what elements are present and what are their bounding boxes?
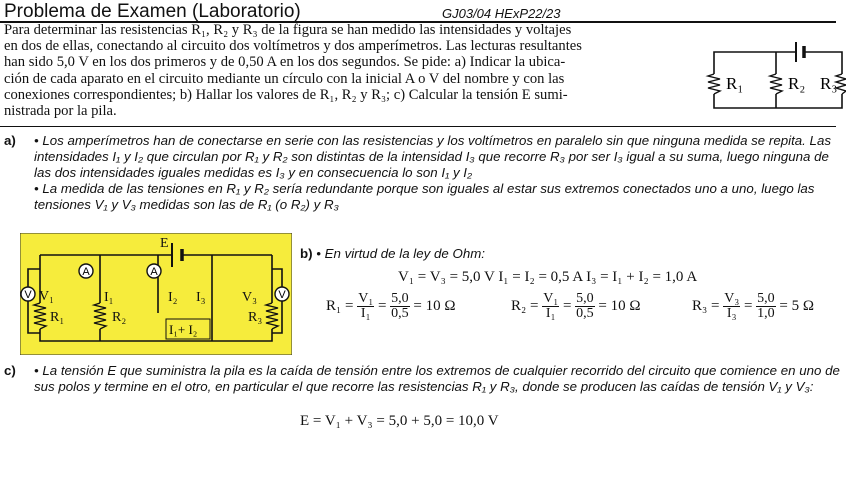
section-rule [0, 126, 836, 127]
r1-num: V₁ [358, 291, 374, 306]
r3-num: V₃ [724, 291, 740, 306]
answer-b-intro-text: • En virtud de la ley de Ohm: [316, 246, 485, 261]
r2-label: R₂ [788, 74, 806, 93]
ammeter-a2-label: A [150, 266, 158, 278]
r1-label: R₁ [726, 74, 744, 93]
ammeter-a1-label: A [82, 266, 90, 278]
page-title: Problema de Examen (Laboratorio) [4, 1, 301, 22]
r1-eq-lhs: R₁ = [326, 297, 354, 314]
r3-label: R₃ [820, 74, 838, 93]
r1-result: = 10 Ω [413, 297, 456, 314]
battery-e-label: E [160, 236, 169, 251]
r2-result: = 10 Ω [598, 297, 641, 314]
r3-fraction-symbolic [723, 292, 740, 321]
answer-b-intro [300, 246, 485, 262]
r1-den-value: 0,5 [391, 306, 409, 321]
r3-label: R₃ [248, 310, 263, 325]
answer-c-text: • La tensión E que suministra la pila es la caída de tensión entre los extremos de cualquier recorrido del circuito que comience en uno de sus polos y termine en el otro, en particular el que recorre las resistencias R₁ y R₃, donde se producen las caídas de tensión V₁ y V₃: [34, 363, 840, 394]
statement-line: nistrada por la pila. [4, 103, 117, 120]
r1-fraction-symbolic [357, 292, 374, 321]
header [4, 1, 840, 21]
answer-c-equation: E = V₁ + V₃ = 5,0 + 5,0 = 10,0 V [300, 413, 499, 429]
r2-fraction-numeric [575, 292, 595, 321]
problem-statement [4, 22, 696, 119]
statement-line: Para determinar las resistencias R₁, R₂ y R₃ de la figura se han medido las intensidades y voltajes [4, 22, 572, 38]
statement-line: han sido 5,0 V en los dos primeros y de 0,50 A en los dos segundos. Se pide: a) Indicar la ubica- [4, 54, 566, 71]
r3-fraction-numeric [756, 292, 776, 321]
r2-den-value: 0,5 [576, 306, 594, 321]
i2-label: I₂ [168, 290, 178, 305]
answer-a-bullet-1: • Los amperímetros han de conectarse en serie con las resistencias y los voltímetros en paralelo sin que ninguna medida se repita. Las intensidades I₁ y I₂ que circulan por R₁ y R₂ son distintas de la intensidad I₃ que recorre R₃ por ser I₃ igual a su suma, luego ninguna de las dos intensidades iguales medidas es I₃ y en consecuencia lo son I₁ y I₂ [34, 133, 831, 180]
r2-eq-lhs: R₂ = [511, 297, 539, 314]
r2-den: I₁ [545, 306, 556, 321]
answer-a [4, 133, 840, 213]
r1-fraction-numeric [390, 292, 410, 321]
resistor-r3-zigzag [836, 74, 846, 94]
v1-label: V₁ [39, 289, 54, 304]
r2-num-value: 5,0 [576, 291, 594, 306]
r1-equation: R₁ = $\frac{\text{V₁}}{\text{I₁}}$ = $\frac{5,0}{0,5}$ = 10 Ω [326, 291, 456, 321]
r2-label: R₂ [112, 310, 127, 325]
r1-num-value: 5,0 [391, 291, 409, 306]
current-sum-label: I₁+ I₂ [169, 322, 198, 337]
voltmeter-v1-label: V [24, 289, 32, 301]
r2-num: V₁ [543, 291, 559, 306]
voltmeter-v3-label: V [278, 289, 286, 301]
r2-fraction-symbolic [542, 292, 559, 321]
r3-result: = 5 Ω [779, 297, 815, 314]
r2-equation: R₂ = $\frac{\text{V₁}}{\text{I₁}}$ = $\frac{5,0}{0,5}$ = 10 Ω [511, 291, 641, 321]
r3-num-value: 5,0 [757, 291, 775, 306]
r1-den: I₁ [360, 306, 371, 321]
i3-label: I₃ [196, 290, 206, 305]
answer-a-bullet-2: • La medida de las tensiones en R₁ y R₂ sería redundante porque son iguales al estar sus extremos conectados uno a uno, luego las tensiones V₁ y V₃ medidas son las de R₁ (o R₂) y R₃ [34, 181, 815, 212]
resistor-r1-zigzag [708, 74, 720, 94]
statement-circuit-figure [700, 38, 846, 118]
resistor-r2-zigzag [770, 74, 782, 94]
r1-label: R₁ [50, 310, 65, 325]
answer-c [4, 363, 840, 395]
statement-line: en dos de ellas, conectando al circuito dos voltímetros y dos amperímetros. Las lecturas resultantes [4, 38, 582, 55]
statement-line: ción de cada aparato en el circuito mediante un círculo con la inicial A o V del nombre y con las [4, 70, 565, 87]
v3-label: V₃ [242, 290, 257, 305]
r3-den: I₃ [726, 306, 737, 321]
r3-den-value: 1,0 [757, 306, 775, 321]
i1-label: I₁ [104, 290, 114, 305]
r3-equation: R₃ = $\frac{\text{V₃}}{\text{I₃}}$ = $\frac{5,0}{1,0}$ = 5 Ω [692, 291, 815, 321]
answer-c-label: c) [4, 363, 16, 378]
circuit-diagram [20, 233, 292, 355]
answer-b-label: b) [300, 246, 313, 261]
answer-a-label: a) [4, 133, 16, 148]
problem-code: GJ03/04 HExP22/23 [442, 6, 561, 21]
answer-b-given-values: V₁ = V₃ = 5,0 V I₁ = I₂ = 0,5 A I₃ = I₁ + I₂ = 1,0 A [398, 269, 698, 285]
r3-eq-lhs: R₃ = [692, 297, 720, 314]
statement-line: conexiones correspondientes; b) Hallar los valores de R₁, R₂ y R₃; c) Calcular la tensión E sumi- [4, 86, 568, 103]
